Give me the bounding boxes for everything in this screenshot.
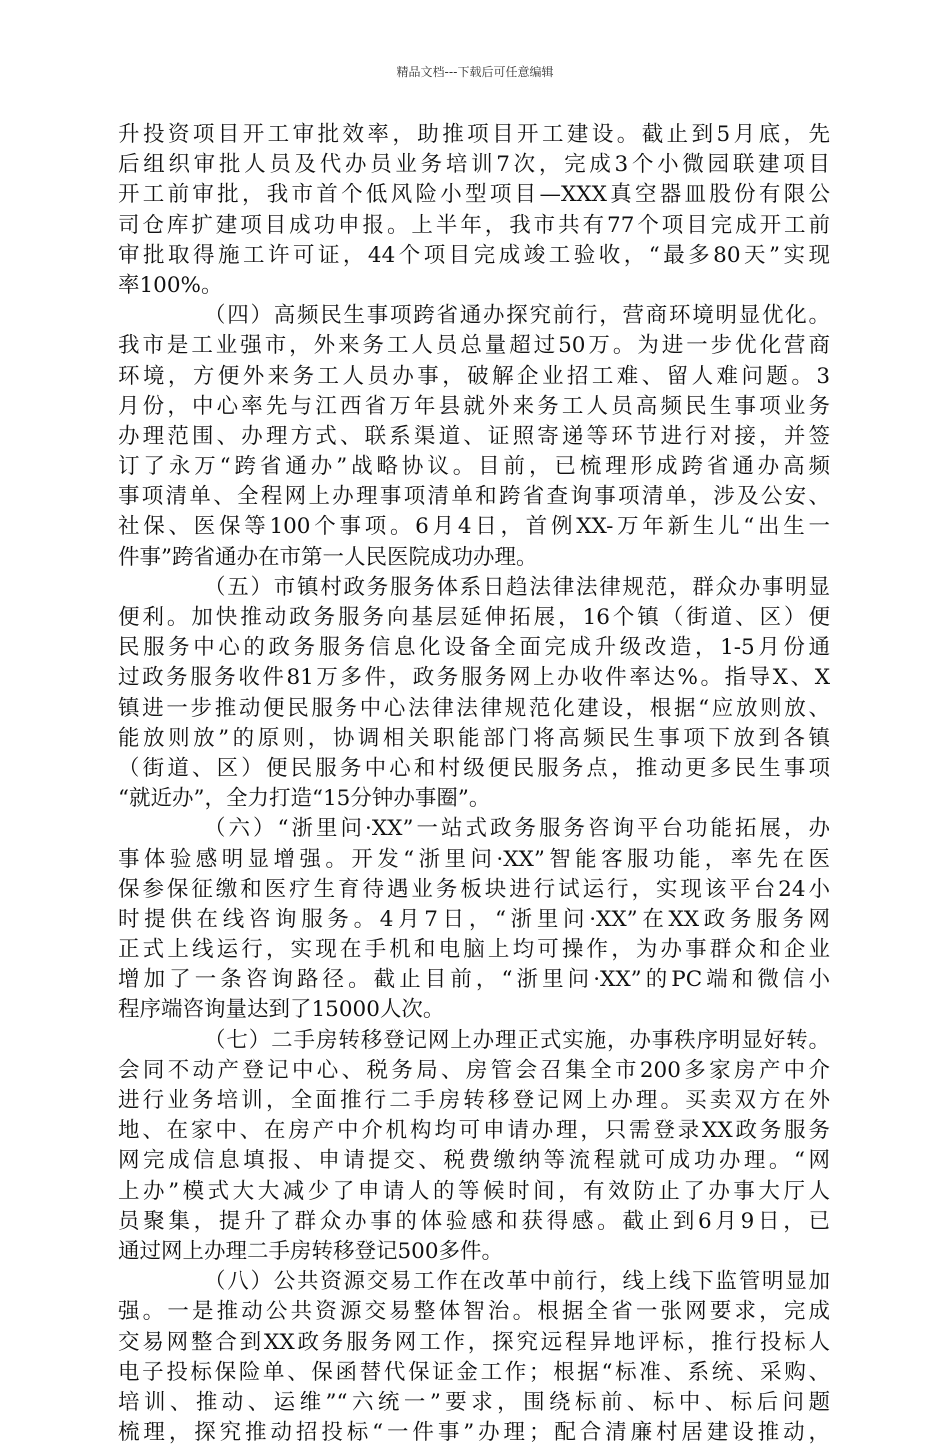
text-line: 我市是工业强市，外来务工人员总量超过50万。为进一步优化营商 [118, 333, 830, 359]
text-line: 能放则放”的原则，协调相关职能部门将高频民生事项下放到各镇 [118, 725, 830, 751]
text-line: 率100%。 [118, 272, 223, 298]
text-line: （街道、区）便民服务中心和村级便民服务点，推动更多民生事项 [118, 755, 830, 781]
text-line: 通过网上办理二手房转移登记500多件。 [118, 1238, 504, 1264]
text-line: 地、在家中、在房产中介机构均可申请办理，只需登录XX政务服务 [118, 1118, 830, 1144]
text-line: 员聚集，提升了群众办事的体验感和获得感。截止到6月9日，已 [118, 1208, 830, 1234]
text-line: （七）二手房转移登记网上办理正式实施，办事秩序明显好转。 [204, 1027, 830, 1053]
text-line: 月份，中心率先与江西省万年县就外来务工人员高频民生事项业务 [118, 393, 830, 419]
text-line: 事体验感明显增强。开发“浙里问·XX”智能客服功能，率先在医 [118, 846, 830, 872]
text-line: 环境，方便外来务工人员办事，破解企业招工难、留人难问题。3 [118, 363, 830, 389]
text-line: 过政务服务收件81万多件，政务服务网上办收件率达%。指导X、X [118, 665, 830, 691]
text-line: 增加了一条咨询路径。截止目前，“浙里问·XX”的PC端和微信小 [118, 967, 830, 993]
text-line: 便利。加快推动政务服务向基层延伸拓展，16个镇（街道、区）便 [118, 605, 830, 630]
text-line: 办理范围、办理方式、联系渠道、证照寄递等环节进行对接，并签 [118, 423, 830, 449]
text-line: 程序端咨询量达到了15000人次。 [118, 997, 445, 1023]
text-line: 镇进一步推动便民服务中心法律法律规范化建设，根据“应放则放、 [118, 695, 830, 721]
text-line: 社保、医保等100个事项。6月4日，首例XX-万年新生儿“出生一 [118, 514, 830, 540]
text-line: 时提供在线咨询服务。4月7日，“浙里问·XX”在XX政务服务网 [118, 906, 830, 932]
text-line: 强。一是推动公共资源交易整体智治。根据全省一张网要求，完成 [118, 1299, 830, 1325]
document-body [118, 120, 830, 1448]
text-line: 保参保征缴和医疗生育待遇业务板块进行试运行，实现该平台24小 [118, 876, 830, 902]
text-line: 升投资项目开工审批效率，助推项目开工建设。截止到5月底，先 [118, 122, 830, 147]
text-line: 培训、推动、运维”“六统一”要求，围绕标前、标中、标后问题 [118, 1389, 830, 1415]
text-line: 会同不动产登记中心、税务局、房管会召集全市200多家房产中介 [118, 1057, 830, 1083]
text-line: 民服务中心的政务服务信息化设备全面完成升级改造，1-5月份通 [118, 635, 830, 661]
text-line: 网完成信息填报、申请提交、税费缴纳等流程就可成功办理。“网 [118, 1148, 830, 1174]
text-line: 开工前审批，我市首个低风险小型项目—XXX真空器皿股份有限公 [118, 182, 830, 208]
text-line: 上办”模式大大减少了申请人的等候时间，有效防止了办事大厅人 [118, 1178, 830, 1204]
text-line: 审批取得施工许可证，44个项目完成竣工验收，“最多80天”实现 [118, 242, 830, 268]
text-line: 交易网整合到XX政务服务网工作，探究远程异地评标，推行投标人 [118, 1329, 830, 1355]
text-line: （八）公共资源交易工作在改革中前行，线上线下监管明显加 [204, 1269, 830, 1295]
text-line: “就近办”，全力打造“15分钟办事圈”。 [118, 786, 491, 812]
text-line: 件事”跨省通办在市第一人民医院成功办理。 [118, 544, 538, 570]
text-line: （五）市镇村政务服务体系日趋法律法律规范，群众办事明显 [204, 574, 830, 600]
page-header: 精品文档---下载后可任意编辑 [396, 65, 554, 79]
text-line: 事项清单、全程网上办理事项清单和跨省查询事项清单，涉及公安、 [118, 484, 830, 510]
text-line: 电子投标保险单、保函替代保证金工作；根据“标准、系统、采购、 [118, 1359, 830, 1385]
text-line: （四）高频民生事项跨省通办探究前行，营商环境明显优化。 [204, 303, 830, 329]
text-line: 进行业务培训，全面推行二手房转移登记网上办理。买卖双方在外 [118, 1088, 830, 1113]
text-line: 订了永万“跨省通办”战略协议。目前，已梳理形成跨省通办高频 [118, 454, 830, 480]
text-line: 正式上线运行，实现在手机和电脑上均可操作，为办事群众和企业 [118, 937, 830, 963]
text-line: （六）“浙里问·XX”一站式政务服务咨询平台功能拓展，办 [204, 816, 830, 842]
text-line: 后组织审批人员及代办员业务培训7次，完成3个小微园联建项目 [118, 152, 830, 178]
text-line: 梳理，探究推动招投标“一件事”办理；配合清廉村居建设推动， [118, 1420, 830, 1446]
text-line: 司仓库扩建项目成功申报。上半年，我市共有77个项目完成开工前 [118, 212, 830, 238]
